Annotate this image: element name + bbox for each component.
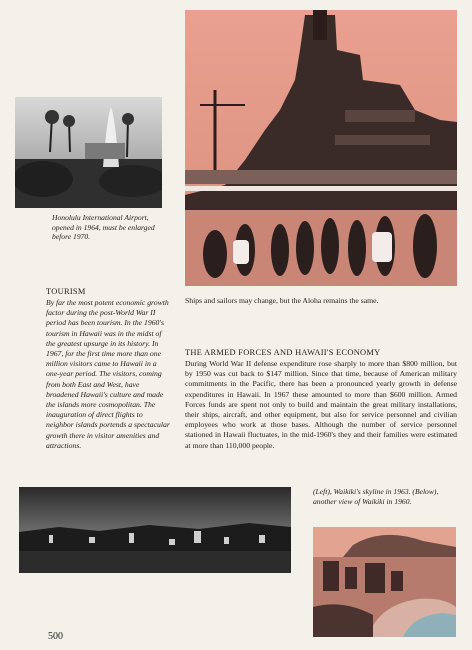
waikiki-caption: (Left), Waikiki's skyline in 1963. (Below), another view of Waikiki in 1960. [313, 487, 439, 506]
battleship-photo [185, 10, 457, 286]
waikiki-skyline-photo [19, 487, 291, 573]
waikiki-view-photo [313, 527, 456, 637]
armed-forces-text: During World War II defense expenditure rose sharply to more than $800 million, but by 1950 was cut back to $147 million. Since that time, because of American military commitments in the Pacific, there has been a pronounced yearly growth in defense expenditures in Hawaii. In 1967 these amounted to more than $600 million. Armed Forces funds are spent not only to build and maintain the great military installations, their ships, aircraft, and other equipment, but also for service personnel and civilian employees who work at those bases. Although the number of service personnel stationed in Hawaii fluctuates, in the mid-1960's they and their families were estimated at more than 110,000 people. [185, 359, 457, 450]
airport-caption: Honolulu International Airport, opened in 1964, must be enlarged before 1970. [52, 213, 155, 242]
tourism-text: By far the most potent economic growth factor during the post-World War II period has been tourism. In the 1960's tourism in Hawaii was in the midst of the greatest upsurge in its history. In 1967, for the first time more than one million visitors came to Hawaii in a one-year period. The visitors, coming from both East and West, have broadened Hawaii's culture and made the islands more cosmopolitan. The inauguration of direct flights to neighbor islands portends a spectacular growth there in visitor amenities and attractions. [46, 298, 170, 450]
airport-photo [15, 97, 162, 208]
armed-forces-heading: THE ARMED FORCES AND HAWAII'S ECONOMY [185, 348, 381, 357]
battleship-caption: Ships and sailors may change, but the Aloha remains the same. [185, 296, 379, 305]
page-number: 500 [48, 631, 63, 642]
tourism-heading: TOURISM [46, 287, 86, 296]
